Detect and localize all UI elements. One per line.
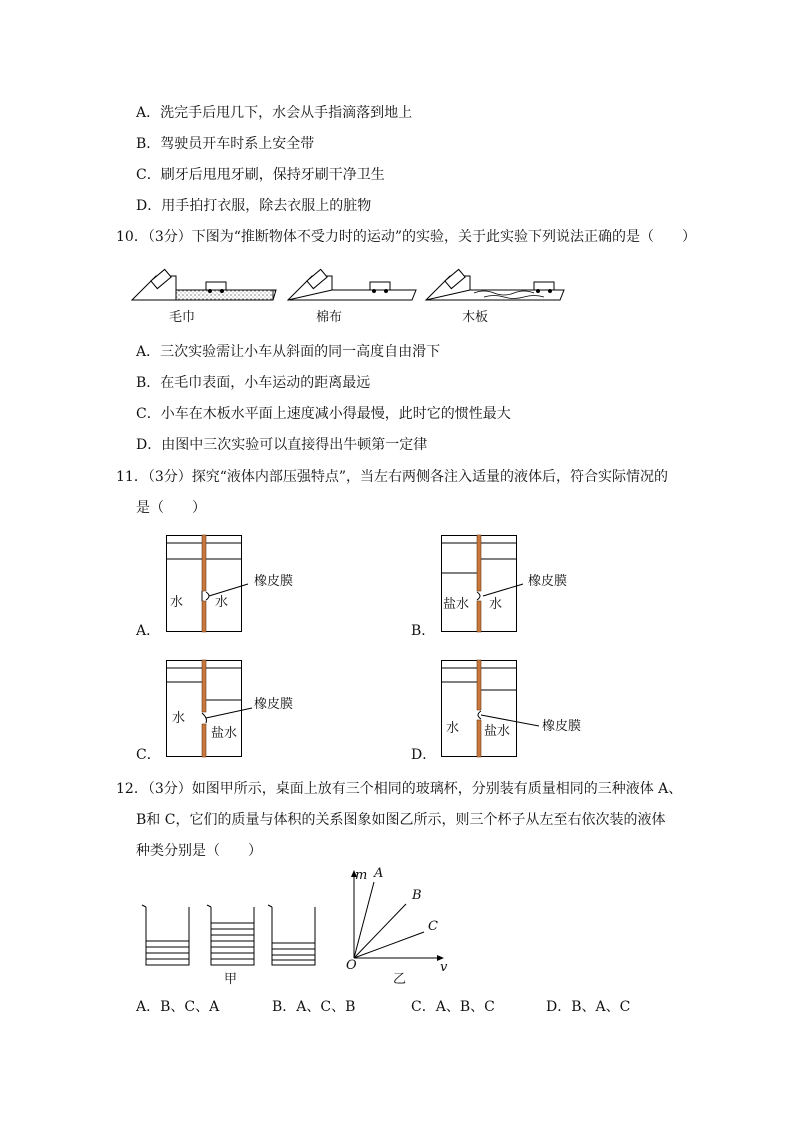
- q12-fig-yi: 乙: [393, 972, 407, 987]
- q11b-membrane-label: 橡皮膜: [528, 574, 568, 589]
- q11b-right-liquid: 水: [489, 597, 503, 612]
- label-towel: 毛巾: [169, 310, 196, 325]
- beaker-middle: [207, 905, 254, 965]
- q11-container-d: [441, 660, 517, 758]
- q9-option-d: D．用手拍打衣服，除去衣服上的脏物: [136, 198, 372, 214]
- line-a: [354, 882, 374, 958]
- q10-option-a: A．三次实验需让小车从斜面的同一高度自由滑下: [136, 344, 441, 360]
- label-wood: 木板: [462, 310, 489, 325]
- label-cotton: 棉布: [316, 310, 343, 325]
- q11-container-c: [166, 660, 242, 758]
- q11a-membrane-label: 橡皮膜: [254, 574, 294, 589]
- incline-cotton-setup: [288, 269, 416, 300]
- q10-option-c: C．小车在木板水平面上速度减小得最慢，此时它的惯性最大: [136, 406, 511, 422]
- q12-option-b: B．A、C、B: [272, 999, 356, 1015]
- q11-container-b: [441, 535, 517, 633]
- q11d-left-liquid: 水: [446, 721, 460, 736]
- q12-beakers: [143, 905, 318, 967]
- q11d-membrane-label: 橡皮膜: [542, 719, 582, 734]
- q12-option-d: D．B、A、C: [546, 999, 631, 1015]
- graph-line-c-label: C: [428, 919, 438, 934]
- incline-towel-setup: [132, 269, 276, 300]
- q11c-right-liquid: 盐水: [211, 726, 238, 741]
- q12-option-c: C．A、B、C: [411, 999, 495, 1015]
- q11-option-c-letter: C．: [136, 747, 161, 763]
- graph-y-axis-label: m: [355, 868, 368, 883]
- q11-stem-line2: 是（ ）: [136, 500, 206, 516]
- beaker-right: [268, 905, 315, 965]
- q11d-right-liquid: 盐水: [484, 724, 511, 739]
- q11a-right-liquid: 水: [215, 595, 229, 610]
- q10-figure: [130, 262, 570, 310]
- q10-option-d: D．由图中三次实验可以直接得出牛顿第一定律: [136, 437, 428, 453]
- q11c-membrane-label: 橡皮膜: [254, 697, 294, 712]
- q11-option-a-letter: A．: [136, 623, 161, 639]
- line-c: [354, 932, 424, 958]
- q12-stem-line2: B和 C，它们的质量与体积的关系图象如图乙所示，则三个杯子从左至右依次装的液体: [136, 812, 666, 828]
- graph-line-b-label: B: [412, 888, 422, 903]
- q11a-left-liquid: 水: [170, 595, 184, 610]
- graph-line-a-label: A: [374, 866, 384, 881]
- q11-container-a: [166, 535, 242, 633]
- graph-x-axis-label: v: [440, 960, 448, 975]
- incline-wood-setup: [426, 269, 564, 300]
- beaker-left: [142, 905, 189, 965]
- q12-option-a: A．B、C、A: [136, 999, 220, 1015]
- graph-origin-label: O: [346, 958, 357, 973]
- q10-stem: 10．（3分）下图为“推断物体不受力时的运动”的实验，关于此实验下列说法正确的是（ ）: [116, 229, 697, 245]
- q11-option-d-letter: D．: [411, 747, 437, 763]
- q11-option-b-letter: B．: [411, 623, 436, 639]
- q11-stem-line1: 11．（3分）探究“液体内部压强特点”，当左右两侧各注入适量的液体后，符合实际情况的: [116, 469, 669, 485]
- q12-fig-jia: 甲: [224, 972, 238, 987]
- q10-option-b: B．在毛巾表面，小车运动的距离最远: [136, 375, 371, 391]
- q9-option-a: A．洗完手后甩几下，水会从手指滴落到地上: [136, 105, 413, 121]
- q9-option-b: B．驾驶员开车时系上安全带: [136, 136, 315, 152]
- q12-stem-line3: 种类分别是（ ）: [136, 843, 262, 859]
- q11c-left-liquid: 水: [172, 711, 186, 726]
- q12-stem-line1: 12．（3分）如图甲所示，桌面上放有三个相同的玻璃杯，分别装有质量相同的三种液体 A、: [116, 781, 683, 797]
- q11b-left-liquid: 盐水: [443, 597, 470, 612]
- line-b: [354, 904, 406, 958]
- q9-option-c: C．刷牙后甩甩牙刷，保持牙刷干净卫生: [136, 167, 385, 183]
